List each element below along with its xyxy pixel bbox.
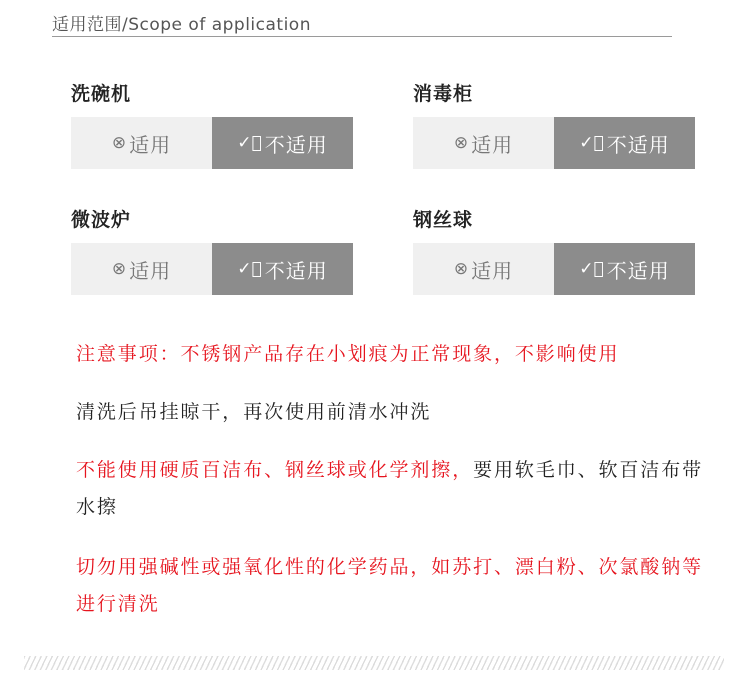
option-suitable: [71, 117, 212, 169]
option-label: 适用: [129, 132, 172, 157]
option-not-suitable: [212, 243, 353, 295]
card-steel-wool: [413, 205, 695, 297]
option-label: 不适用: [606, 258, 670, 283]
option-label: 不适用: [606, 132, 670, 157]
card-dishwasher: [71, 79, 353, 171]
note-chemicals: 切勿用强碱性或强氧化性的化学药品，如苏打、漂白粉、次氯酸钠等进行清洗: [76, 556, 704, 615]
header-title: 适用范围/Scope of application: [52, 15, 311, 35]
note-cleaning: 清洗后吊挂晾干，再次使用前清水冲洗: [76, 401, 432, 423]
note-scrubbing-advice: 要用软毛巾、软百洁布带水擦: [76, 459, 704, 518]
option-not-suitable: [554, 117, 695, 169]
option-suitable: [413, 243, 554, 295]
option-label: 不适用: [264, 132, 328, 157]
circle-check-icon: ✓⃝: [579, 259, 605, 279]
circle-x-icon: ⊗: [111, 133, 128, 153]
note-caution: 注意事项：不锈钢产品存在小划痕为正常现象，不影响使用: [76, 343, 620, 365]
note-scrubbing-warning: 不能使用硬质百洁布、钢丝球或化学剂擦，: [76, 459, 474, 481]
option-suitable: [71, 243, 212, 295]
circle-x-icon: ⊗: [453, 133, 470, 153]
option-suitable: [413, 117, 554, 169]
option-label: 适用: [129, 258, 172, 283]
circle-x-icon: ⊗: [111, 259, 128, 279]
card-title: 微波炉: [71, 209, 132, 231]
option-label: 不适用: [264, 258, 328, 283]
note-scrubbing: [76, 452, 706, 526]
circle-check-icon: ✓⃝: [237, 259, 263, 279]
option-label: 适用: [471, 132, 514, 157]
header-divider: [52, 36, 672, 37]
circle-check-icon: ✓⃝: [237, 133, 263, 153]
decorative-stripes: [24, 656, 724, 670]
card-title: 消毒柜: [413, 83, 474, 105]
card-title: 钢丝球: [413, 209, 474, 231]
option-not-suitable: [212, 117, 353, 169]
circle-check-icon: ✓⃝: [579, 133, 605, 153]
option-label: 适用: [471, 258, 514, 283]
option-not-suitable: [554, 243, 695, 295]
circle-x-icon: ⊗: [453, 259, 470, 279]
card-title: 洗碗机: [71, 83, 132, 105]
card-microwave: [71, 205, 353, 297]
card-disinfection-cabinet: [413, 79, 695, 171]
